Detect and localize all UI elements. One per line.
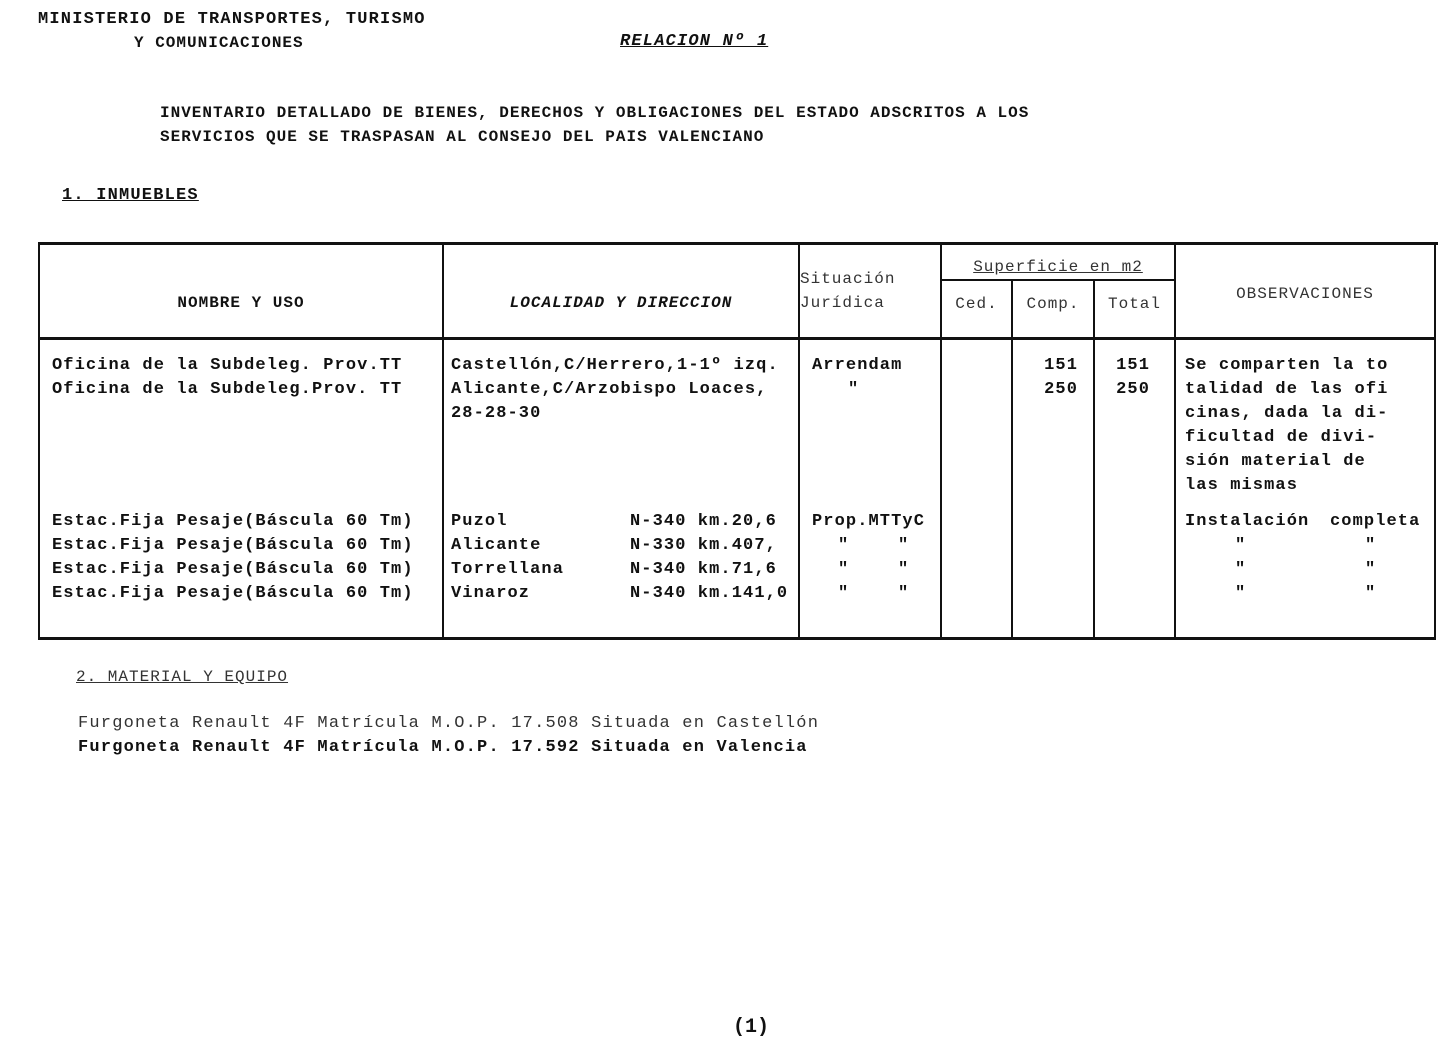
- header-comp: Comp.: [1026, 295, 1080, 313]
- row-comp: 151: [1044, 356, 1078, 375]
- row-localidad: Vinaroz: [451, 584, 531, 603]
- row-localidad: Castellón,C/Herrero,1-1º izq.: [451, 356, 779, 375]
- row-carretera: N-330 km.407,: [630, 536, 777, 555]
- row-situacion-b: ": [898, 560, 910, 579]
- ministry-name-line2: Y COMUNICACIONES: [134, 34, 304, 52]
- col-divider-6: [1174, 244, 1176, 639]
- table-right-border: [1434, 244, 1436, 639]
- row-situacion-b: ": [898, 536, 910, 555]
- page-number: (1): [733, 1016, 770, 1039]
- row-observacion-b: ": [1365, 584, 1377, 603]
- obs-line: Se comparten la to: [1185, 356, 1389, 375]
- row-observacion: ": [1235, 584, 1247, 603]
- row-carretera: N-340 km.71,6: [630, 560, 777, 579]
- row-observacion: Instalación: [1185, 512, 1310, 531]
- superficie-divider: [940, 279, 1176, 281]
- row-nombre: Estac.Fija Pesaje(Báscula 60 Tm): [52, 560, 414, 579]
- row-localidad: Puzol: [451, 512, 508, 531]
- row-comp: 250: [1044, 380, 1078, 399]
- row-nombre: Oficina de la Subdeleg.Prov. TT: [52, 380, 403, 399]
- row-localidad: Torrellana: [451, 560, 565, 579]
- header-ced: Ced.: [955, 295, 998, 313]
- equipment-item: Furgoneta Renault 4F Matrícula M.O.P. 17.508 Situada en Castellón: [78, 714, 820, 733]
- inventory-title-line2: SERVICIOS QUE SE TRASPASAN AL CONSEJO DEL PAIS VALENCIANO: [160, 128, 765, 146]
- row-situacion: ": [838, 536, 850, 555]
- row-observacion-b: ": [1365, 560, 1377, 579]
- row-carretera: N-340 km.20,6: [630, 512, 777, 531]
- header-nombre: NOMBRE Y USO: [177, 294, 305, 312]
- row-nombre: Estac.Fija Pesaje(Báscula 60 Tm): [52, 512, 414, 531]
- row-carretera: N-340 km.141,0: [630, 584, 789, 603]
- col-divider-5: [1093, 281, 1095, 639]
- row-observacion: ": [1235, 536, 1247, 555]
- row-localidad: Alicante,C/Arzobispo Loaces,: [451, 380, 768, 399]
- row-situacion: ": [848, 380, 860, 399]
- header-total: Total: [1107, 295, 1161, 313]
- row-observacion-b: ": [1365, 536, 1377, 555]
- row-observacion-b: completa: [1330, 512, 1421, 531]
- row-situacion-b: ": [898, 584, 910, 603]
- row-situacion: ": [838, 584, 850, 603]
- obs-line: las mismas: [1185, 476, 1299, 495]
- section-1-title: 1. INMUEBLES: [62, 186, 199, 205]
- obs-line: talidad de las ofi: [1185, 380, 1389, 399]
- row-localidad: Alicante: [451, 536, 542, 555]
- row-observacion: ": [1235, 560, 1247, 579]
- ministry-name-line1: MINISTERIO DE TRANSPORTES, TURISMO: [38, 10, 426, 29]
- equipment-item: Furgoneta Renault 4F Matrícula M.O.P. 17.592 Situada en Valencia: [78, 738, 808, 757]
- row-situacion: ": [838, 560, 850, 579]
- inventory-title-line1: INVENTARIO DETALLADO DE BIENES, DERECHOS Y OBLIGACIONES DEL ESTADO ADSCRITOS A LOS: [160, 104, 1030, 122]
- row-total: 250: [1116, 380, 1150, 399]
- row-situacion: Prop.MTTyC: [812, 512, 926, 531]
- row-localidad-cont: 28-28-30: [451, 404, 542, 423]
- obs-line: cinas, dada la di-: [1185, 404, 1389, 423]
- obs-line: ficultad de divi-: [1185, 428, 1378, 447]
- header-localidad: LOCALIDAD Y DIRECCION: [509, 294, 733, 312]
- header-situacion-line2: Jurídica: [800, 294, 885, 312]
- relation-number: RELACION Nº 1: [620, 32, 769, 51]
- row-total: 151: [1116, 356, 1150, 375]
- row-nombre: Oficina de la Subdeleg. Prov.TT: [52, 356, 403, 375]
- table-bottom-border: [38, 637, 1436, 640]
- header-superficie: Superficie en m2: [973, 258, 1143, 276]
- row-situacion: Arrendam: [812, 356, 903, 375]
- table-top-border: [38, 242, 1438, 245]
- obs-line: sión material de: [1185, 452, 1366, 471]
- col-divider-4: [1011, 281, 1013, 639]
- row-nombre: Estac.Fija Pesaje(Báscula 60 Tm): [52, 536, 414, 555]
- section-2-title: 2. MATERIAL Y EQUIPO: [76, 668, 289, 686]
- table-header-divider: [38, 337, 1436, 340]
- header-situacion-line1: Situación: [800, 270, 896, 288]
- header-observaciones: OBSERVACIONES: [1236, 285, 1374, 303]
- row-nombre: Estac.Fija Pesaje(Báscula 60 Tm): [52, 584, 414, 603]
